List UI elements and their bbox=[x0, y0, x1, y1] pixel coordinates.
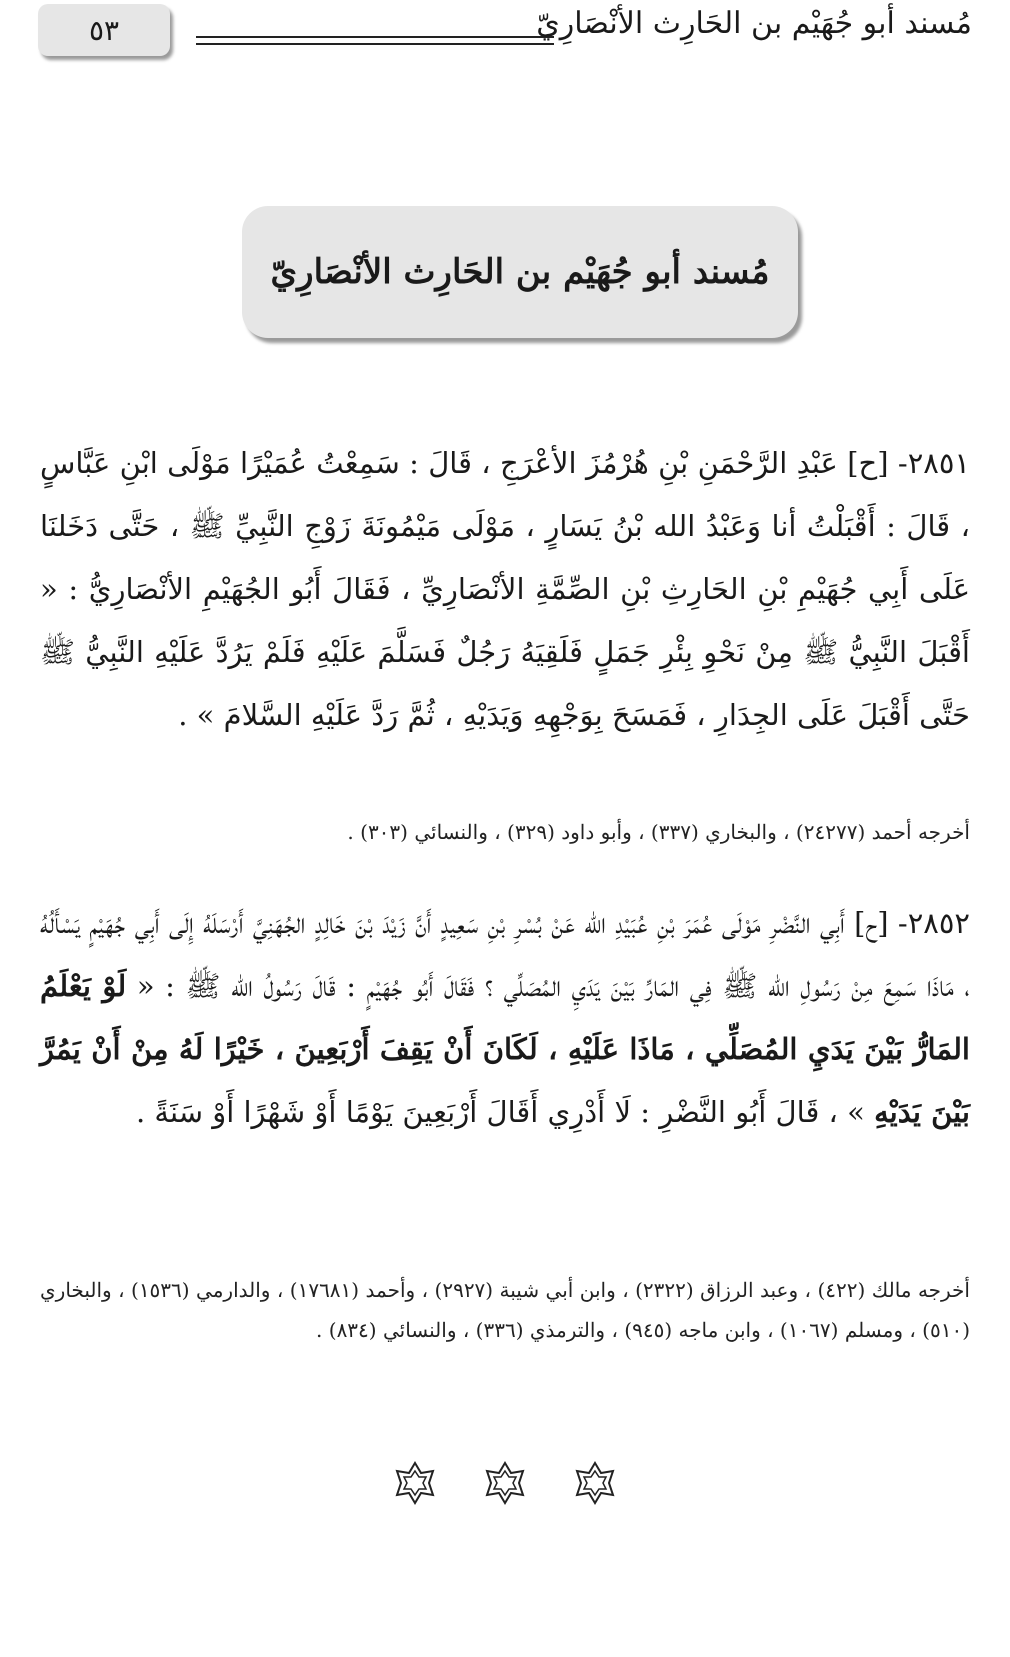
header-rule-bottom bbox=[196, 43, 554, 45]
section-title: مُسند أبو جُهَيْم بن الحَارِث الأنْصَارِيّ bbox=[242, 206, 798, 338]
page-number: ٥٣ bbox=[38, 4, 170, 56]
hadith-2851-text: ٢٨٥١- [ح] عَبْدِ الرَّحْمَنِ بْنِ هُرْمُزَ الأعْرَجِ ، قَالَ : سَمِعْتُ عُمَيْرًا مَوْلَى ابْنِ عَبَّاسٍ ، قَالَ : أَقْبَلْتُ أنا وَعَبْدُ الله بْنُ يَسَارٍ ، مَوْلَى مَيْمُونَةَ زَوْجِ النَّبِيِّ ﷺ ، حَتَّى دَخَلنَا عَلَى أَبِي جُهَيْمِ بْنِ الحَارِثِ بْنِ الصِّمَّةِ الأنْصَارِيِّ ، فَقَالَ أَبُو الجُهَيْمِ الأنْصَارِيُّ : « أَقْبَلَ النَّبِيُّ ﷺ مِنْ نَحْوِ بِئْرِ جَمَلٍ فَلَقِيَهُ رَجُلٌ فَسَلَّمَ عَلَيْهِ فَلَمْ يَرُدَّ عَلَيْهِ النَّبِيُّ ﷺ حَتَّى أَقْبَلَ عَلَى الجِدَارِ ، فَمَسَحَ بِوَجْهِهِ وَيَدَيْهِ ، ثُمَّ رَدَّ عَلَيْهِ السَّلامَ » . bbox=[40, 446, 970, 732]
hadith-2852-text-end: » ، قَالَ أَبُو النَّضْرِ : لَا أَدْرِي أَقَالَ أَرْبَعِينَ يَوْمًا أَوْ شَهْرًا أَوْ سَنَةً . bbox=[135, 1095, 865, 1129]
hadith-2852-text-start: ٢٨٥٢- [ح] أَبِي النَّضْرِ مَوْلَى عُمَرَ بْنِ عُبَيْدِ الله عَنْ بُسْرِ بْنِ سَعِيدٍ أَنَّ زَيْدَ بْنَ خَالِدٍ الجُهَنِيَّ أَرْسَلَهُ إِلَى أَبِي جُهَيْمٍ يَسْأَلُهُ ، مَاذَا سَمِعَ مِنْ رَسُولِ الله ﷺ فِي المَارِّ بَيْنَ يَدَيِ المُصَلِّي ؟ فَقَالَ أَبُو جُهَيْمٍ : قَالَ رَسُولُ الله ﷺ : « bbox=[40, 906, 970, 1003]
header-rule-top bbox=[196, 36, 554, 38]
page-header bbox=[0, 0, 1010, 70]
running-title: مُسند أبو جُهَيْم بن الحَارِث الأنْصَارِيّ bbox=[536, 6, 972, 41]
section-end-ornaments bbox=[0, 1460, 1010, 1506]
hadith-2852-text bbox=[40, 892, 970, 1144]
hadith-2851-takhrij: أخرجه أحمد (٢٤٢٧٧) ، والبخاري (٣٣٧) ، وأبو داود (٣٢٩) ، والنسائي (٣٠٣) . bbox=[347, 820, 970, 844]
hadith-2852-prophetic-saying: لَوْ يَعْلَمُ المَارُّ بَيْنَ يَدَيِ المُصَلِّي ، مَاذَا عَلَيْهِ ، لَكَانَ أَنْ يَقِفَ أَرْبَعِينَ ، خَيْرًا لَهُ مِنْ أَنْ يَمُرَّ بَيْنَ يَدَيْهِ bbox=[40, 969, 970, 1129]
eight-point-star-icon bbox=[572, 1460, 618, 1506]
hadith-2852-takhrij: أخرجه مالك (٤٢٢) ، وعبد الرزاق (٢٣٢٢) ، وابن أبي شيبة (٢٩٢٧) ، وأحمد (١٧٦٨١) ، والدارمي (١٥٣٦) ، والبخاري (٥١٠) ، ومسلم (١٠٦٧) ، وابن ماجه (٩٤٥) ، والترمذي (٣٣٦) ، والنسائي (٨٣٤) . bbox=[40, 1278, 970, 1342]
eight-point-star-icon bbox=[482, 1460, 528, 1506]
eight-point-star-icon bbox=[392, 1460, 438, 1506]
